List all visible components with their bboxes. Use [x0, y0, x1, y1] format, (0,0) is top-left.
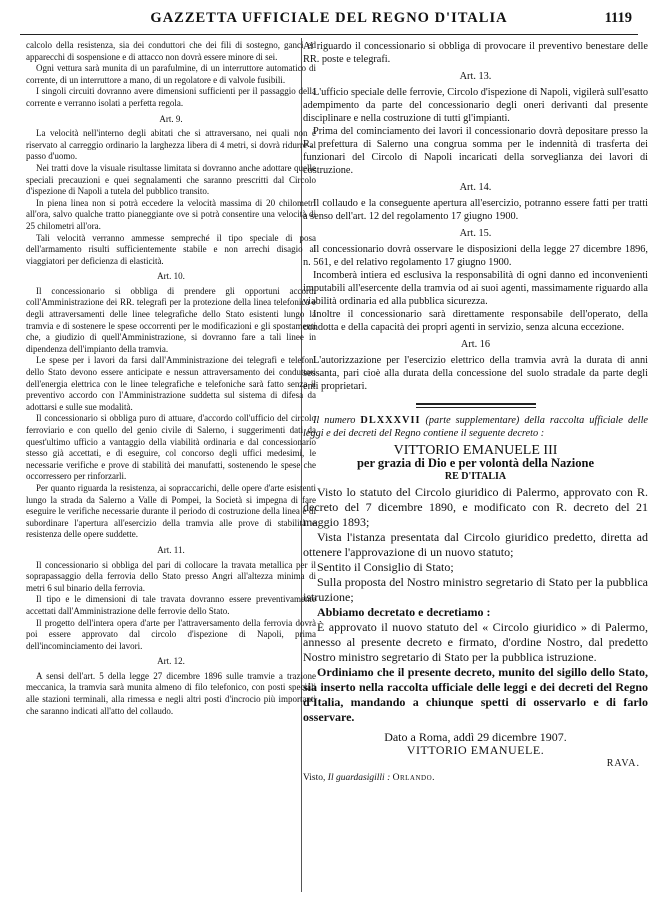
- paragraph: Incomberà intiera ed esclusiva la responsabilità di ogni danno ed inconvenienti imputabili all'esercente della tramvia od ai suoi agenti, massimamente riguardo alla viabilità ordinaria ed alla pubblica sicurezza.: [303, 270, 648, 307]
- article-heading: Art. 9.: [159, 113, 183, 124]
- decree-number: DLXXXVII: [360, 415, 421, 426]
- paragraph: Il tipo e le dimensioni di tale travata dovranno essere preventivamente accettati dall'Amministrazione delle ferrovie dello Stato.: [26, 594, 316, 616]
- paragraph: Il collaudo e la conseguente apertura all'esercizio, potranno essere fatti per tratti a senso dell'art. 12 del regolamento 17 giugno 1900.: [303, 198, 648, 222]
- grazia-line: per grazia di Dio e per volontà della Nazione: [356, 456, 595, 470]
- article-heading: Art. 15.: [459, 228, 492, 239]
- article-heading: Art. 16: [460, 339, 491, 350]
- signer-name: VITTORIO EMANUELE.: [406, 743, 545, 757]
- paragraph: Sentito il Consiglio di Stato;: [317, 560, 454, 574]
- paragraph: Inoltre il concessionario sarà direttamente responsabile dell'operato, della condotta e della capacità dei propri agenti in servizio, senza alcuna eccezione.: [303, 309, 648, 333]
- decree-intro: [303, 414, 648, 440]
- paragraph: Nei tratti dove la visuale risultasse limitata si dovranno anche adottare quelle speciali precauzioni e quei segnalamenti che saranno prescritti dal Circolo d'ispezione di Napoli a tutela del pubblico transito.: [26, 162, 316, 197]
- left-column: [26, 40, 316, 892]
- paragraph: Al riguardo il concessionario si obbliga di provocare il preventivo benestare delle RR. poste e telegrafi.: [303, 41, 648, 65]
- paragraph: Sulla proposta del Nostro ministro segretario di Stato per la pubblica istruzione;: [303, 575, 648, 604]
- article-heading: Art. 11.: [157, 544, 185, 555]
- paragraph: Il concessionario si obbliga di prendere gli opportuni accordi coll'Amministrazione dei RR. telegrafi per la protezione della linea telefonica e degli attraversamenti delle linee telegrafiche dello Stato esistenti lungo la tramvia e di sostenere le spese occorrenti per le modificazioni e gli spostamenti che, a giudizio di quell'Amministrazione, si dovranno fare a tali linee in dipendenza dell'impianto della tramvia.: [26, 285, 316, 354]
- gazette-title: GAZZETTA UFFICIALE DEL REGNO D'ITALIA: [150, 10, 508, 26]
- paragraph: La velocità nell'interno degli abitati che si attraversano, nei quali non è riservato al carreggio ordinario la larghezza libera di 4 metri, si dovrà ridurre al passo d'uomo.: [26, 128, 316, 162]
- visto-title: Il guardasigilli :: [327, 773, 391, 783]
- page-number: 1119: [604, 10, 632, 26]
- paragraph: Tali velocità verranno ammesse sempreché il tipo speciale di posa dell'armamento risulti sufficientemente stabile e non arrechi disagio ai viaggiatori per deficienza di elasticità.: [26, 232, 316, 266]
- article-heading: Art. 10.: [157, 271, 185, 282]
- visto-name: Orlando.: [392, 773, 436, 783]
- re-ditalia: RE D'ITALIA: [444, 471, 507, 482]
- section-separator: [416, 403, 536, 408]
- paragraph: A sensi dell'art. 5 della legge 27 dicembre 1896 sulle tramvie a trazione meccanica, la tramvia sarà munita almeno di filo telefonico, con posti speciali alle stazioni terminali, alla rimessa e negli altri posti d'incrocio più importanti che saranno indicati all'atto del collaudo.: [26, 670, 316, 716]
- paragraph: Visto lo statuto del Circolo giuridico di Palermo, approvato con R. decreto del 7 dicembre 1890, e modificato con R. decreto del 21 maggio 1893;: [303, 485, 648, 529]
- paragraph: Ogni vettura sarà munita di un parafulmine, di un interruttore automatico di corrente, di un interruttore a mano, di un regolatore e di valvole fusibili.: [26, 63, 316, 85]
- header-rule: [20, 34, 638, 35]
- decree-body: [303, 485, 648, 725]
- paragraph: I singoli circuiti dovranno avere dimensioni sufficienti per il passaggio della corrente e verranno isolati a perfetta regola.: [26, 86, 316, 108]
- paragraph: Abbiamo decretato e decretiamo :: [317, 605, 491, 619]
- paragraph: Vista l'istanza presentata dal Circolo giuridico predetto, diretta ad ottenere l'approvazione di un nuovo statuto;: [303, 530, 648, 559]
- paragraph: È approvato il nuovo statuto del « Circolo giuridico » di Palermo, annesso al presente decreto e firmato, d'ordine Nostro, dal predetto Nostro ministro segretario di Stato per la pubblica istruzione.: [303, 620, 648, 664]
- paragraph: Il progetto dell'intera opera d'arte per l'attraversamento della ferrovia dovrà poi essere approvato dal circolo d'ispezione di Napoli, prima dell'incominciamento dei lavori.: [26, 617, 316, 651]
- page-header: [20, 10, 638, 32]
- paragraph: L'ufficio speciale delle ferrovie, Circolo d'ispezione di Napoli, vigilerà sull'esatto adempimento da parte del concessionario degli oneri derivanti dal presente disciplinare e nella costruzione di tutti gl'impianti.: [303, 87, 648, 124]
- intro-rest: (parte supplementare) della raccolta ufficiale delle leggi e dei decreti del Regno contiene il seguente decreto :: [303, 415, 648, 439]
- intro-prefix: Il numero: [313, 415, 356, 426]
- paragraph: calcolo della resistenza, sia dei conduttori che dei fili di sostegno, ganci ed apparecchi di sospensione e di attacco non dovrà essere minore di sei.: [26, 40, 316, 62]
- article-heading: Art. 14.: [459, 182, 492, 193]
- paragraph: Il concessionario si obbliga puro di attuare, d'accordo coll'ufficio del circolo ferroviario e con quello del genio civile di Salerno, i suggerimenti dati da quest'ultimo ufficio a vantaggio della viabilità ordinaria e dal concessionario stesso già accettati, e di eseguire, col concorso degli uffici medesimi, le necessarie verifiche e prove di stabilità dei manufatti, sostenendo le spese che occorressero per rinforzarli.: [26, 413, 316, 482]
- visto-prefix: Visto,: [303, 773, 326, 783]
- king-name: VITTORIO EMANUELE III: [393, 443, 558, 458]
- paragraph: Per quanto riguarda la resistenza, ai sopraccarichi, delle opere d'arte esistenti lungo la strada da Salerno a Valle di Pompei, la Società si impegna di fare eseguire le verifiche necessarie durante il periodo di costruzione della linea e di subordinare l'apertura all'esercizio della tramvia alle prove di stabilità e resistenza delle opere suddette.: [26, 482, 316, 540]
- paragraph: Il concessionario si obbliga del pari di collocare la travata metallica per il soprapassaggio della ferrovia dello Stato presso Angri all'altezza minima di metri 6 sul binario della ferrovia.: [26, 559, 316, 593]
- minister-signature: RAVA.: [606, 758, 640, 769]
- article-heading: Art. 12.: [157, 656, 185, 667]
- paragraph: Ordiniamo che il presente decreto, munito del sigillo dello Stato, sia inserto nella raccolta ufficiale delle leggi e dei decreti del Regno d'Italia, mandando a chiunque spetti di osservarlo e di farlo osservare.: [303, 665, 648, 724]
- visto-line: [303, 772, 648, 785]
- article-heading: Art. 13.: [459, 71, 492, 82]
- paragraph: Le spese per i lavori da farsi dall'Amministrazione dei telegrafi e telefoni dello Stato devono essere anticipate e nessun attraversamento dei conduttori dell'energia elettrica con le linee telegrafiche e telefoniche sarà fatto senza il preventivo accordo con l'Amministrazione suddetta sul sistema di difesa da adottarsi e sulle sue modalità.: [26, 355, 316, 412]
- paragraph: Prima del cominciamento dei lavori il concessionario dovrà depositare presso la R. prefettura di Salerno una congrua somma per le indennità di trasferta dei funzionari del Circolo di Napoli incaricati della sorveglianza dei lavori di costruzione.: [303, 126, 648, 176]
- paragraph: L'autorizzazione per l'esercizio elettrico della tramvia avrà la durata di anni sessanta, pari cioè alla durata della concessione del suolo stradale da parte degli enti proprietari.: [303, 355, 648, 392]
- paragraph: Il concessionario dovrà osservare le disposizioni della legge 27 dicembre 1896, n. 561, e del relativo regolamento 17 giugno 1900.: [303, 244, 648, 268]
- date-line: Dato a Roma, addì 29 dicembre 1907.: [384, 730, 567, 744]
- paragraph: In piena linea non si potrà eccedere la velocità massima di 20 chilometri all'ora, salvo qualche tratto pianeggiante ove si potrà consentire una velocità di 25 chilometri all'ora.: [26, 197, 316, 231]
- right-column: [303, 40, 648, 892]
